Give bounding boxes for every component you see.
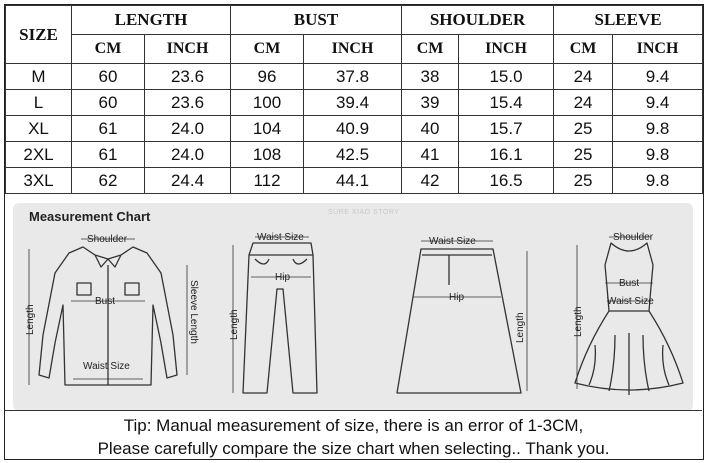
table-cell: 62	[72, 168, 145, 194]
dress-waist-label: Waist Size	[607, 296, 654, 307]
skirt-figure	[391, 225, 531, 405]
unit-header-cm: CM	[231, 35, 304, 64]
table-cell: 24	[554, 90, 613, 116]
table-cell: 108	[231, 142, 304, 168]
group-header-shoulder: SHOULDER	[402, 6, 554, 35]
pants-hip-label: Hip	[275, 272, 291, 283]
table-cell: 37.8	[304, 64, 402, 90]
measurement-chart-panel	[13, 203, 693, 411]
measurement-chart-title: Measurement Chart	[29, 209, 151, 224]
table-cell: 61	[72, 116, 145, 142]
table-row	[6, 168, 703, 194]
shirt-figure	[21, 225, 209, 405]
table-cell: 24.0	[145, 142, 231, 168]
table-cell: 61	[72, 142, 145, 168]
table-cell: 23.6	[145, 90, 231, 116]
shirt-waist-label: Waist Size	[83, 361, 130, 372]
shirt-labels	[25, 234, 199, 372]
table-cell: 96	[231, 64, 304, 90]
table-cell: 42.5	[304, 142, 402, 168]
table-cell: 42	[402, 168, 459, 194]
unit-header-cm: CM	[554, 35, 613, 64]
table-cell: 9.4	[613, 64, 703, 90]
size-cell: 3XL	[6, 168, 72, 194]
table-row	[6, 142, 703, 168]
table-cell: 24	[554, 64, 613, 90]
unit-header-cm: CM	[402, 35, 459, 64]
table-cell: 9.4	[613, 90, 703, 116]
table-cell: 15.0	[459, 64, 554, 90]
table-cell: 44.1	[304, 168, 402, 194]
table-cell: 39	[402, 90, 459, 116]
table-cell: 16.5	[459, 168, 554, 194]
dress-figure	[565, 225, 689, 405]
tip-line-1: Tip: Manual measurement of size, there is an error of 1-3CM,	[123, 416, 584, 435]
table-cell: 104	[231, 116, 304, 142]
table-cell: 41	[402, 142, 459, 168]
group-header-bust: BUST	[231, 6, 402, 35]
size-cell: XL	[6, 116, 72, 142]
size-chart-sheet	[4, 4, 704, 460]
skirt-hip-label: Hip	[449, 292, 465, 303]
shirt-bust-label: Bust	[95, 296, 116, 307]
table-cell: 15.4	[459, 90, 554, 116]
table-cell: 38	[402, 64, 459, 90]
table-cell: 100	[231, 90, 304, 116]
table-cell: 16.1	[459, 142, 554, 168]
divider	[5, 410, 702, 411]
table-cell: 9.8	[613, 116, 703, 142]
shirt-illustration	[21, 225, 209, 405]
unit-header-inch: INCH	[145, 35, 231, 64]
table-row	[6, 64, 703, 90]
unit-header-cm: CM	[72, 35, 145, 64]
pants-figure	[221, 225, 329, 405]
dress-bust-label: Bust	[619, 278, 640, 289]
pants-illustration	[221, 225, 329, 405]
size-table	[5, 5, 703, 194]
table-cell: 25	[554, 116, 613, 142]
tip-line-2: Please carefully compare the size chart when selecting.. Thank you.	[97, 439, 610, 458]
pants-length-label: Length	[229, 309, 240, 340]
table-cell: 15.7	[459, 116, 554, 142]
table-cell: 39.4	[304, 90, 402, 116]
shirt-shoulder-label: Shoulder	[87, 234, 128, 245]
unit-header-inch: INCH	[459, 35, 554, 64]
table-row	[6, 116, 703, 142]
watermark: SURE XIAO STORY	[328, 209, 400, 216]
size-cell: L	[6, 90, 72, 116]
table-cell: 9.8	[613, 168, 703, 194]
skirt-waist-label: Waist Size	[429, 236, 476, 247]
shirt-length-label: Length	[25, 304, 36, 335]
table-cell: 24.0	[145, 116, 231, 142]
table-cell: 60	[72, 90, 145, 116]
group-header-sleeve: SLEEVE	[554, 6, 703, 35]
table-row	[6, 90, 703, 116]
unit-header-inch: INCH	[304, 35, 402, 64]
table-cell: 25	[554, 168, 613, 194]
pants-waist-label: Waist Size	[257, 232, 304, 243]
size-header: SIZE	[6, 6, 72, 64]
table-cell: 112	[231, 168, 304, 194]
unit-header-inch: INCH	[613, 35, 703, 64]
shirt-sleeve-label: Sleeve Length	[188, 280, 199, 344]
skirt-length-label: Length	[515, 312, 526, 343]
table-cell: 9.8	[613, 142, 703, 168]
skirt-illustration	[391, 225, 531, 405]
table-cell: 25	[554, 142, 613, 168]
size-cell: M	[6, 64, 72, 90]
table-cell: 23.6	[145, 64, 231, 90]
dress-length-label: Length	[573, 306, 584, 337]
table-cell: 40.9	[304, 116, 402, 142]
table-cell: 40	[402, 116, 459, 142]
dress-shoulder-label: Shoulder	[613, 232, 654, 243]
dress-illustration	[565, 225, 689, 405]
group-header-length: LENGTH	[72, 6, 231, 35]
table-cell: 60	[72, 64, 145, 90]
table-cell: 24.4	[145, 168, 231, 194]
size-cell: 2XL	[6, 142, 72, 168]
